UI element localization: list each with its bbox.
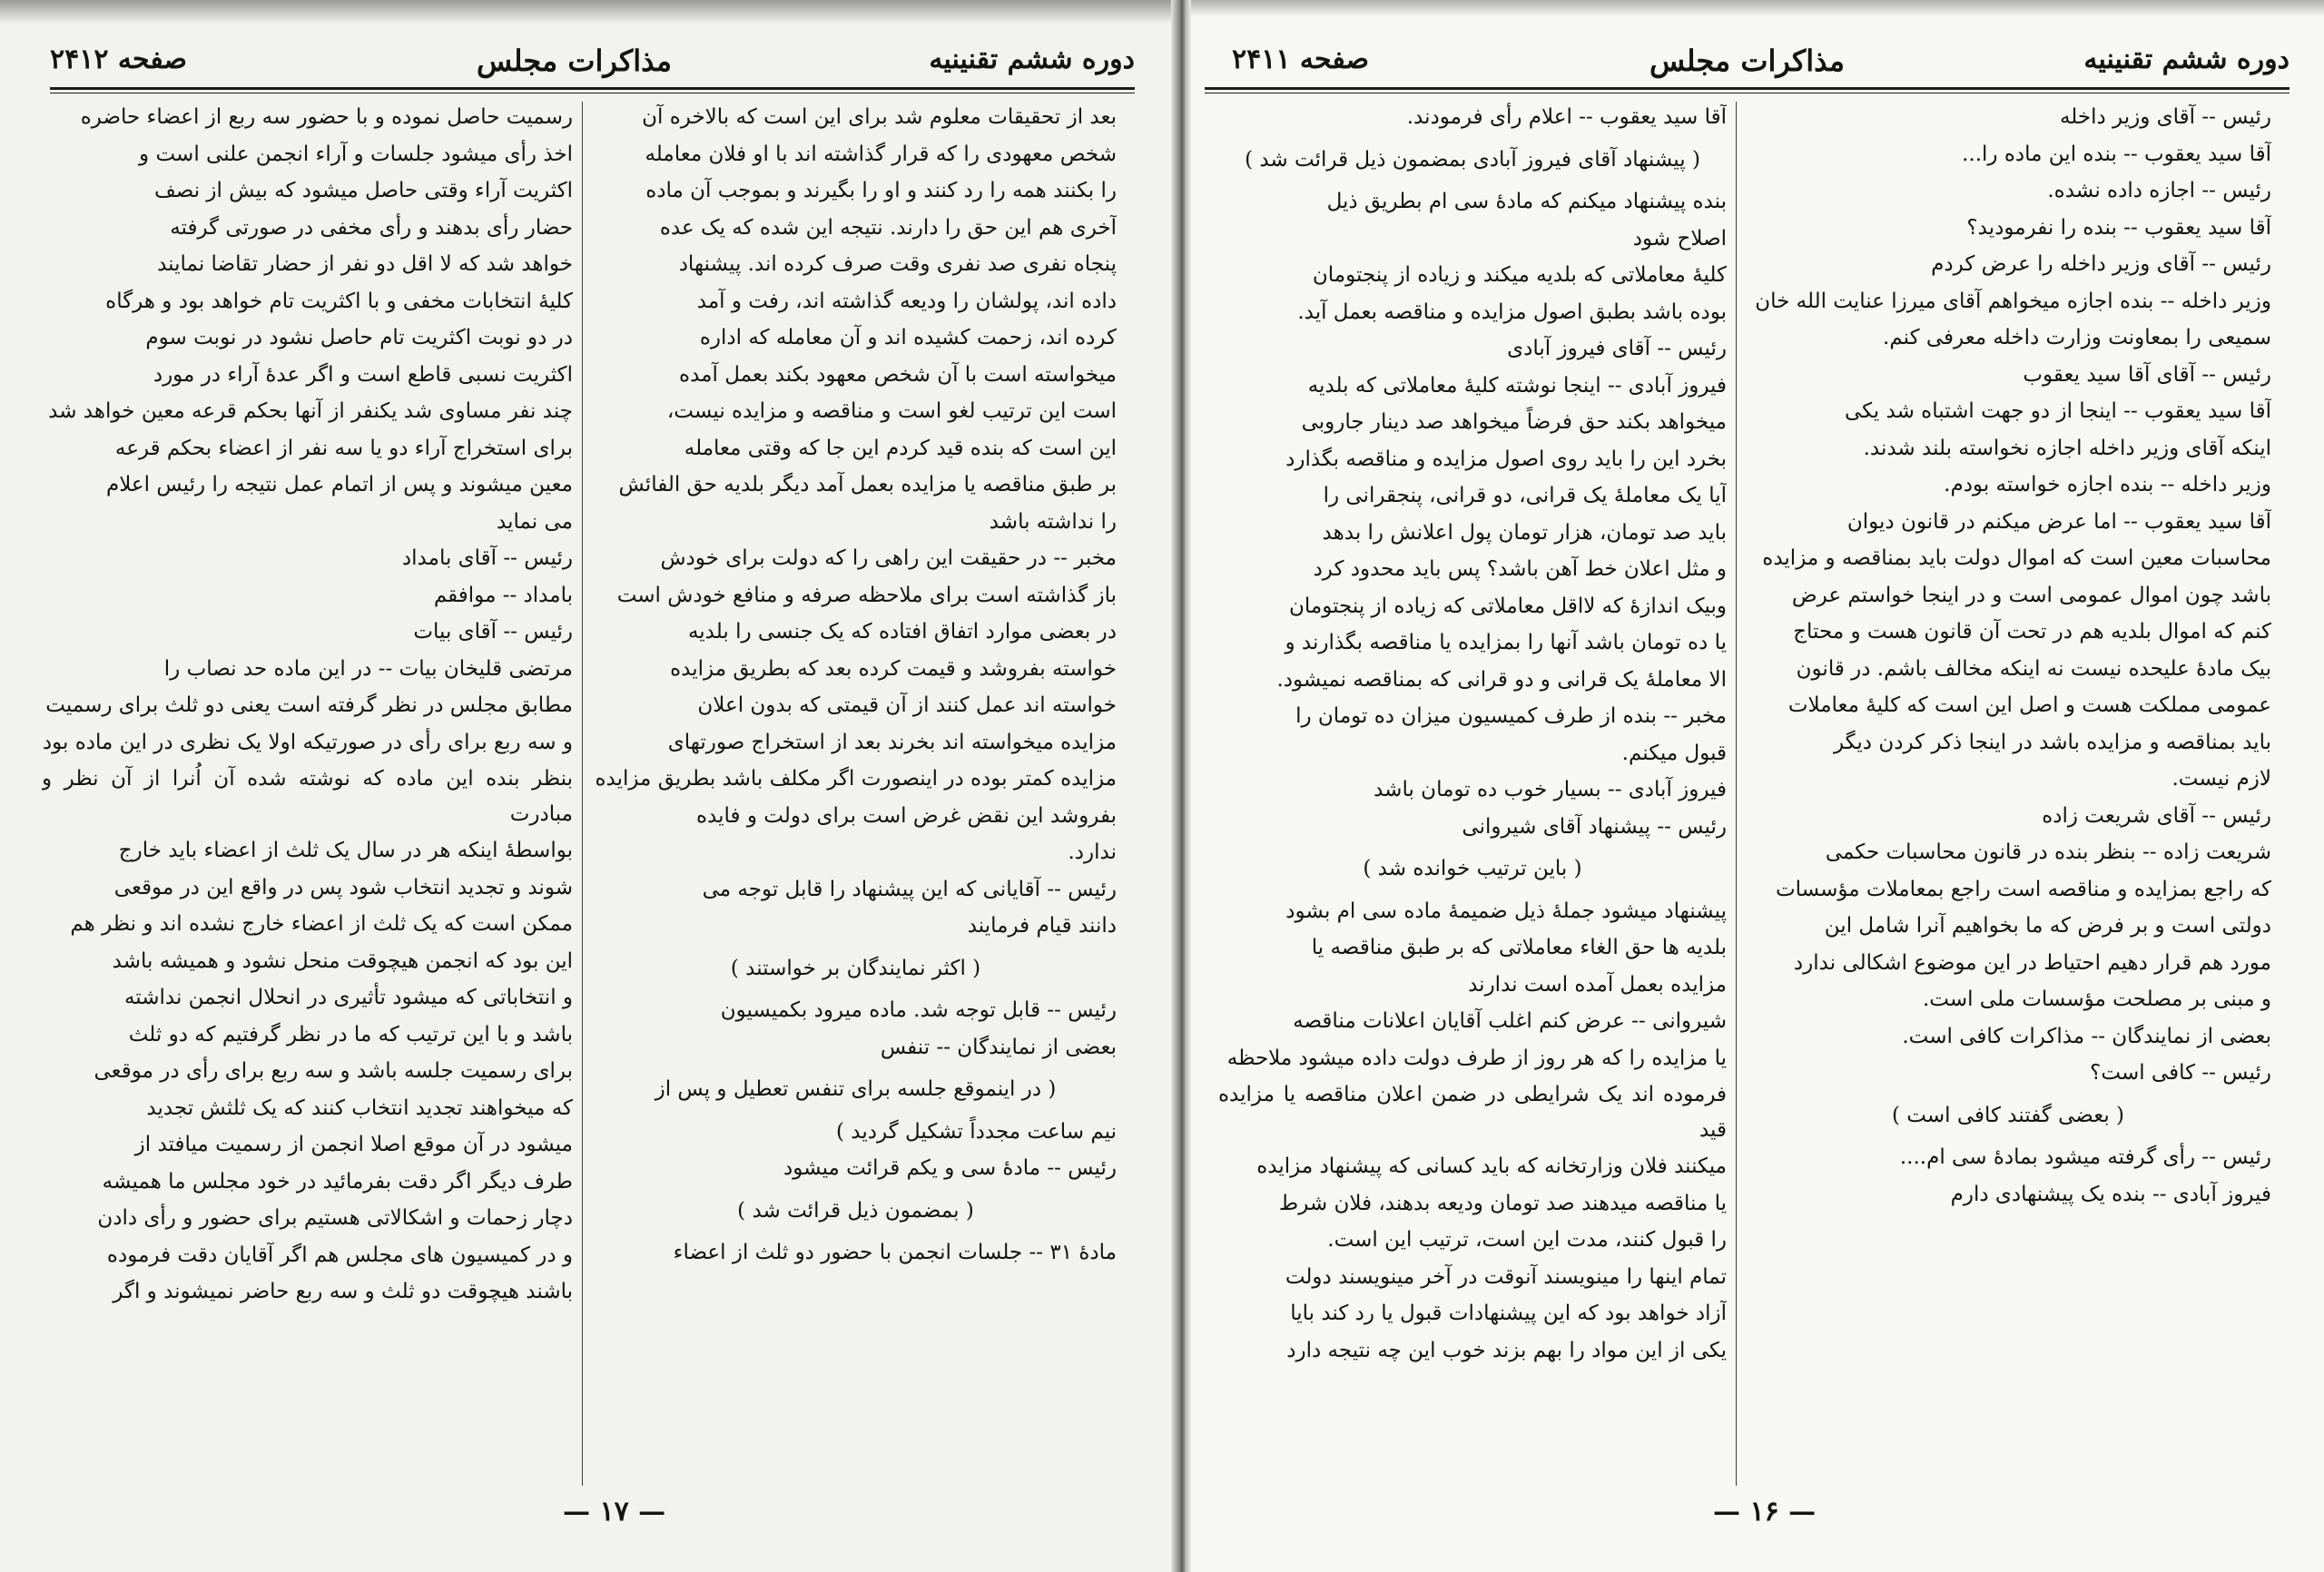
text-line: وزیر داخله -- بنده اجازه میخواهم آقای میرزا عنایت الله خان <box>1755 289 2271 313</box>
text-line: اکثریت آراء وقتی حاصل میشود که بیش از نصف <box>153 179 573 202</box>
folio-number: — ۱۷ — <box>563 1496 666 1528</box>
text-line: را بکنند همه را رد کنند و او را بگیرند و بموجب آن ماده <box>645 179 1117 202</box>
text-line: وبیک اندازهٔ که لااقل معاملاتی که زیاده از پنجتومان <box>1289 594 1727 618</box>
text-line: شوند و تجدید انتخاب شود پس در واقع این در موقعی <box>113 875 573 899</box>
text-line: بواسطهٔ اینکه هر در سال یک ثلث از اعضاء باید خارج <box>118 839 573 862</box>
text-line: یا مناقصه میدهند صد تومان ودیعه بدهند، فلان شرط <box>1278 1191 1727 1215</box>
page-header <box>1205 40 2290 91</box>
text-line: فرموده اند یک شرایطی در ضمن اعلان مناقصه یا مزایده قید <box>1218 1083 1727 1142</box>
text-line: طرف دیگر اگر دقت بفرمائید در خود مجلس ما همیشه <box>102 1169 573 1194</box>
text-line: خواسته اند عمل کنند از آن قیمتی که بدون اعلان <box>697 693 1117 717</box>
text-line: رئیس -- قابل توجه شد. ماده میرود بکمیسیون <box>720 998 1117 1022</box>
text-line: رئیس -- اجازه داده نشده. <box>2047 179 2271 202</box>
text-line: ( در اینموقع جلسه برای تنفس تعطیل و پس از <box>655 1077 1057 1101</box>
text-line: آقا سید یعقوب -- اعلام رأی فرمودند. <box>1406 105 1727 129</box>
text-line: برای استخراج آراء دو یا سه نفر از اعضاء بحکم قرعه <box>114 436 573 460</box>
column-divider <box>582 102 583 1486</box>
text-line: رئیس -- آقای شریعت زاده <box>2042 803 2271 828</box>
text-line: که میخواهند تجدید انتخاب کنند که یک ثلثش تجدید <box>146 1095 573 1120</box>
text-line: بر طبق مناقصه یا مزایده بعمل آمد دیگر بلدیه حق الفائش <box>618 473 1117 496</box>
text-line: نیم ساعت مجدداً تشکیل گردید ) <box>836 1119 1117 1144</box>
text-line: رئیس -- آقای وزیر داخله را عرض کردم <box>1931 252 2271 276</box>
text-line: باشد و با این ترتیب که ما در نظر گرفتیم که دو ثلث <box>128 1022 573 1046</box>
text-line: است این ترتیب لغو است و مناقصه و مزایده نیست، <box>666 399 1117 423</box>
text-line: که راجع بمزایده و مناقصه است راجع بمعاملات مؤسسات <box>1775 877 2271 901</box>
text-line: ( اکثر نمایندگان بر خواستند ) <box>730 956 981 980</box>
text-line: بفروشد این نقض غرض است برای دولت و فایده <box>695 803 1117 828</box>
text-line: سمیعی را بمعاونت وزارت داخله معرفی کنم. <box>1883 326 2271 349</box>
text-line: باشد چون اموال عمومی است و در اینجا خواستم عرض <box>1791 583 2271 607</box>
text-line: فیروز آبادی -- بسیار خوب ده تومان باشد <box>1374 778 1727 801</box>
text-line: بخرد این را باید روی اصول مزایده و مناقصه بگذارد <box>1285 447 1727 471</box>
text-line: باز گذاشته است برای ملاحظه صرفه و منافع خودش است <box>616 583 1117 607</box>
text-line: آقا سید یعقوب -- اما عرض میکنم در قانون دیوان <box>1846 509 2271 534</box>
text-line: باید صد تومان، هزار تومان پول اعلانش را بدهد <box>1322 520 1727 545</box>
text-line: اکثریت نسبی قاطع است و اگر عدهٔ آراء در مورد <box>153 362 573 387</box>
header-rule <box>1205 87 2290 93</box>
text-line: رئیس -- مادهٔ سی و یکم قرائت میشود <box>783 1156 1117 1180</box>
text-line: را نداشته باشد <box>989 509 1117 534</box>
text-line: خواهد شد که لا اقل دو نفر از حضار تقاضا نمایند <box>157 252 573 276</box>
text-line: چند نفر مساوی شد یکنفر از آنها بحکم قرعه معین خواهد شد <box>48 399 573 423</box>
text-line: مخبر -- در حقیقت این راهی را که دولت برای خودش <box>660 546 1117 570</box>
text-line: دانند قیام فرمایند <box>967 914 1117 938</box>
text-line: و در کمیسیون های مجلس هم اگر آقایان دقت فرموده <box>106 1243 573 1267</box>
text-line: این است که بنده قید کردم این جا که وقتی معامله <box>684 436 1117 460</box>
text-line: ندارد. <box>1068 840 1117 864</box>
text-line: مورد هم قرار دهیم احتیاط در این موضوع اشکالی ندارد <box>1793 950 2271 975</box>
text-line: بعضی از نمایندگان -- تنفس <box>880 1035 1117 1059</box>
text-line: کلیهٔ انتخابات مخفی و با اکثریت تام خواهد بود و هرگاه <box>105 289 573 313</box>
text-column-right <box>1745 100 2271 1488</box>
text-line: اخذ رأی میشود جلسات و آراء انجمن علنی است و <box>139 142 573 166</box>
text-line: بنظر بنده این ماده که نوشته شده آن اُنرا از آن نظر و مبادرت <box>42 767 573 826</box>
text-line: الا معاملهٔ یک قرانی و دو قرانی که بمناقصه نمیشود. <box>1276 667 1727 692</box>
text-column-left <box>42 100 573 1488</box>
text-line: بلدیه ها حق الغاء معاملاتی که بر طبق مناقصه یا <box>1311 936 1727 959</box>
text-line: داده اند، پولشان را ودیعه گذاشته اند، رفت و آمد <box>696 289 1117 313</box>
text-line: ( باین ترتیب خوانده شد ) <box>1363 857 1582 880</box>
page-number: صفحه ۲۴۱۲ <box>50 44 187 75</box>
text-line: می نماید <box>497 509 573 534</box>
text-line: مرتضی قلیخان بیات -- در این ماده حد نصاب را <box>163 656 573 681</box>
session-term: دوره ششم تقنینیه <box>2083 44 2290 75</box>
text-line: مخبر -- بنده از طرف کمیسیون میزان ده تومان را <box>1295 704 1727 728</box>
header-rule <box>50 87 1135 93</box>
text-line: رئیس -- آقای آقا سید یعقوب <box>2023 362 2271 387</box>
page-header <box>50 40 1135 91</box>
text-line: را قبول کنند، مدت این است، ترتیب این است. <box>1327 1228 1727 1252</box>
text-line: کلیهٔ معاملاتی که بلدیه میکند و زیاده از پنجتومان <box>1312 263 1727 287</box>
text-line: رئیس -- پیشنهاد آقای شیروانی <box>1462 814 1727 839</box>
text-line: بیک مادهٔ علیحده نیست نه اینکه مخالف باشم. در قانون <box>1796 656 2271 681</box>
text-line: رئیس -- کافی است؟ <box>2090 1061 2271 1085</box>
text-line: در بعضی موارد اتفاق افتاده که یک جنسی را بلدیه <box>687 620 1117 644</box>
text-line: دچار زحمات و اشکالاتی هستیم برای حضور و رأی دادن <box>97 1206 573 1230</box>
text-line: بوده باشد بطبق اصول مزایده و مناقصه بعمل آید. <box>1297 300 1727 324</box>
text-line: باید بمناقصه و مزایده باشد در اینجا ذکر کردن دیگر <box>1833 730 2271 754</box>
text-column-left <box>1218 100 1727 1488</box>
text-line: بعضی از نمایندگان -- مذاکرات کافی است. <box>1902 1024 2271 1048</box>
text-line: رئیس -- آقای فیروز آبادی <box>1507 337 1727 360</box>
text-line: شریعت زاده -- بنظر بنده در قانون محاسبات حکمی <box>1825 840 2271 864</box>
text-line: رئیس -- آقای بیات <box>413 620 573 644</box>
text-line: فیروز آبادی -- بنده یک پیشنهادی دارم <box>1950 1182 2271 1206</box>
text-line: مزایده کمتر بوده در اینصورت اگر مکلف باشد بطریق مزایده <box>595 767 1117 791</box>
text-line: محاسبات معین است که اموال دولت باید بمناقصه و مزایده <box>1762 546 2271 570</box>
text-line: و انتخاباتی که میشود تأثیری در انحلال انجمن نداشته <box>123 986 573 1009</box>
text-line: آقا سید یعقوب -- اینجا از دو جهت اشتباه شد یکی <box>1844 399 2271 423</box>
text-line: فیروز آبادی -- اینجا نوشته کلیهٔ معاملاتی که بلدیه <box>1307 373 1727 398</box>
text-line: آیا یک معاملهٔ یک قرانی، دو قرانی، پنجقرانی را <box>1323 484 1727 507</box>
text-line: بامداد -- موافقم <box>433 583 573 607</box>
right-page <box>1182 0 2324 1572</box>
text-line: مزایده میخواسته اند بخرند بعد از استخراج صورتهای <box>667 730 1117 754</box>
text-line: یکی از این مواد را بهم بزند خوب این چه نتیجه دارد <box>1286 1338 1727 1362</box>
text-line: دولتی است و بر فرض که ما بخواهیم آنرا شامل این <box>1824 914 2271 938</box>
text-line: خواسته بفروشد و قیمت کرده بعد که بطریق مزایده <box>670 656 1117 681</box>
text-line: مادهٔ ۳۱ -- جلسات انجمن با حضور دو ثلث از اعضاء <box>673 1241 1117 1264</box>
text-line: معین میشوند و پس از اتمام عمل نتیجه را رئیس اعلام <box>105 473 573 496</box>
text-line: کنم که اموال بلدیه هم در تحت آن قانون هست و محتاج <box>1793 620 2271 644</box>
text-line: لازم نیست. <box>2171 767 2271 791</box>
text-line: ممکن است که یک ثلث از اعضاء خارج نشده اند و نظر هم <box>70 912 573 936</box>
running-title: مذاکرات مجلس <box>477 44 673 78</box>
text-line: شیروانی -- عرض کنم اغلب آقایان اعلانات مناقصه <box>1293 1009 1727 1033</box>
book-spine <box>1171 0 1191 1572</box>
text-line: رئیس -- آقای بامداد <box>401 546 573 570</box>
text-line: میخواهد بکند حق فرضاً میخواهد صد دینار جاروبی <box>1301 410 1727 434</box>
text-line: بنده پیشنهاد میکنم که مادهٔ سی ام بطریق ذیل <box>1326 190 1727 213</box>
page-number: صفحه ۲۴۱۱ <box>1232 44 1369 75</box>
text-line: میشود در آن موقع اصلا انجمن از رسمیت میافتد از <box>134 1133 573 1156</box>
text-line: آخری هم این حق را دارند. نتیجه این شده که یک عده <box>659 215 1117 240</box>
text-line: پیشنهاد میشود جملهٔ ذیل ضمیمهٔ ماده سی ام بشود <box>1285 899 1727 923</box>
text-line: رئیس -- آقای وزیر داخله <box>2059 105 2271 129</box>
text-line: ( پیشنهاد آقای فیروز آبادی بمضمون ذیل قرائت شد ) <box>1245 147 1700 172</box>
column-divider <box>1736 102 1737 1486</box>
text-line: و سه ربع برای رأی در صورتیکه اولا یک نظری در این ماده بود <box>42 730 573 754</box>
text-line: رسمیت حاصل نموده و با حضور سه ربع از اعضاء حاضره <box>80 105 573 129</box>
text-line: میخواسته است با آن شخص معهود بکند بعمل آمده <box>679 362 1117 387</box>
text-line: رئیس -- رأی گرفته میشود بمادهٔ سی ام.... <box>1899 1145 2271 1169</box>
text-line: کرده اند، زحمت کشیده اند و آن معامله که اداره <box>699 326 1117 349</box>
folio-number: — ۱۶ — <box>1713 1496 1817 1528</box>
text-line: ( بمضمون ذیل قرائت شد ) <box>737 1198 974 1223</box>
text-line: آقا سید یعقوب -- بنده این ماده را... <box>1962 142 2271 166</box>
text-line: میکنند فلان وزارتخانه که باید کسانی که پیشنهاد مزایده <box>1256 1154 1727 1178</box>
text-line: یا مزایده را که هر روز از طرف دولت داده میشود ملاحظه <box>1226 1046 1727 1070</box>
text-line: عمومی مملکت هست و اصل این است که کلیهٔ معاملات <box>1787 693 2271 717</box>
text-line: تمام اینها را مینویسند آنوقت در آخر مینویسند دولت <box>1285 1264 1727 1289</box>
text-line: آزاد خواهد بود که این پیشنهادات قبول یا رد کند بایا <box>1290 1302 1727 1325</box>
text-line: در دو نوبت اکثریت تام حاصل نشود در نوبت سوم <box>145 326 573 349</box>
text-line: و مثل اعلان خط آهن باشد؟ پس باید محدود کرد <box>1313 557 1727 581</box>
text-line: مطابق مجلس در نظر گرفته است یعنی دو ثلث برای رسمیت <box>45 693 573 717</box>
text-line: این بود که انجمن هیچوقت منحل نشود و همیشه باشد <box>112 948 573 973</box>
text-line: آقا سید یعقوب -- بنده را نفرمودید؟ <box>1966 215 2271 240</box>
text-line: وزیر داخله -- بنده اجازه خواسته بودم. <box>1944 473 2271 496</box>
session-term: دوره ششم تقنینیه <box>929 44 1135 75</box>
text-column-right <box>595 100 1117 1488</box>
text-line: اصلاح شود <box>1632 226 1727 251</box>
text-line: قبول میکنم. <box>1621 741 1727 765</box>
text-line: باشند هیچوقت دو ثلث و سه ربع حاضر نمیشوند و اگر <box>113 1280 573 1303</box>
text-line: اینکه آقای وزیر داخله اجازه نخواسته بلند شدند. <box>1863 436 2271 460</box>
text-line: رئیس -- آقایانی که این پیشنهاد را قابل توجه می <box>702 877 1117 901</box>
text-line: حضار رأی بدهند و رأی مخفی در صورتی گرفته <box>170 215 573 240</box>
text-line: برای رسمیت جلسه باشد و سه ربع برای رأی در موقعی <box>94 1059 573 1083</box>
text-line: ( بعضی گفتند کافی است ) <box>1891 1103 2125 1127</box>
text-line: یا ده تومان باشد آنها را بمزایده یا مناقصه بگذارند و <box>1285 631 1727 654</box>
text-line: شخص معهودی را که قرار گذاشته اند با او فلان معامله <box>645 142 1117 166</box>
text-line: مزایده بعمل آمده است ندارند <box>1468 972 1727 997</box>
text-line: بعد از تحقیقات معلوم شد برای این است که بالاخره آن <box>642 105 1117 129</box>
running-title: مذاکرات مجلس <box>1649 44 1846 78</box>
text-line: و مبنی بر مصلحت مؤسسات ملی است. <box>1922 987 2271 1011</box>
text-line: پنجاه نفری صد نفری وقت صرف کرده اند. پیشنهاد <box>678 252 1117 276</box>
